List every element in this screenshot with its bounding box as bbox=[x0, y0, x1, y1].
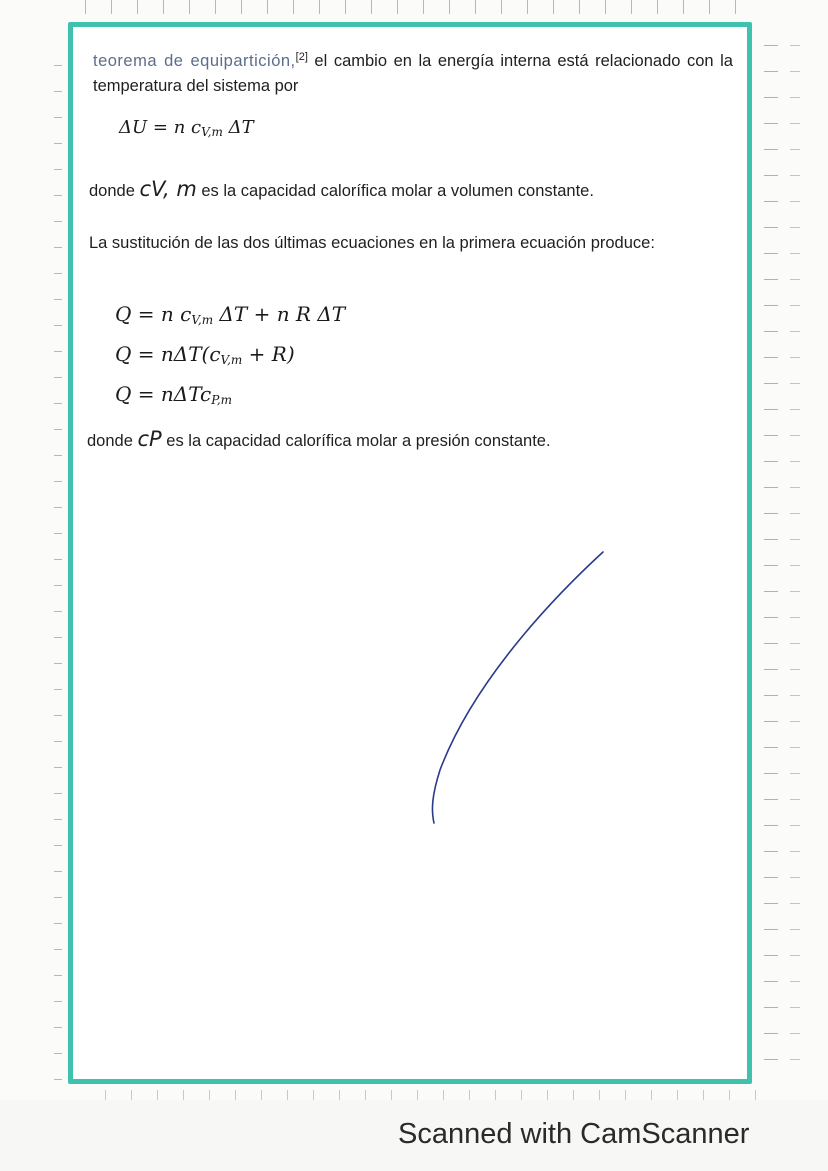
paragraph-text-rest: es la capacidad calorífica molar a presión constante. bbox=[161, 432, 551, 450]
paragraph-text-rest: es la capacidad calorífica molar a volumen constante. bbox=[196, 182, 594, 200]
equation-equals: = bbox=[147, 117, 174, 138]
equation-part: ΔT + n R ΔT bbox=[213, 302, 346, 326]
equation-subscript: V,m bbox=[220, 353, 243, 367]
equation-subscript: P,m bbox=[211, 393, 233, 407]
equation-part: + R) bbox=[242, 342, 295, 366]
equation-part: Q = nΔT(c bbox=[115, 342, 221, 366]
equation-tail: ΔT bbox=[222, 117, 254, 138]
equation-term: n c bbox=[173, 117, 202, 138]
paragraph-lead: teorema de equipartición, bbox=[93, 52, 296, 70]
paragraph-substitution: La sustitución de las dos últimas ecuaciones en la primera ecuación produce: bbox=[89, 234, 655, 252]
inline-math-cv: cV, m bbox=[139, 177, 197, 201]
inline-math-cp: cP bbox=[137, 427, 162, 451]
paragraph-text: el cambio en la energía interna está relacionado con la temperatura del sistema por bbox=[93, 52, 733, 95]
equation-subscript: V,m bbox=[201, 125, 223, 139]
equation-subscript: V,m bbox=[191, 313, 214, 327]
reference-marker: [2] bbox=[295, 51, 308, 63]
paragraph-text-start: donde bbox=[89, 182, 140, 200]
equation-lhs: ΔU bbox=[119, 117, 148, 138]
equation-part: Q = nΔTc bbox=[115, 382, 212, 406]
paragraph-text-start: donde bbox=[87, 432, 138, 450]
equation-part: Q = n c bbox=[115, 302, 192, 326]
pen-stroke-line bbox=[432, 552, 603, 823]
scanner-watermark-label: Scanned with CamScanner bbox=[398, 1118, 750, 1150]
